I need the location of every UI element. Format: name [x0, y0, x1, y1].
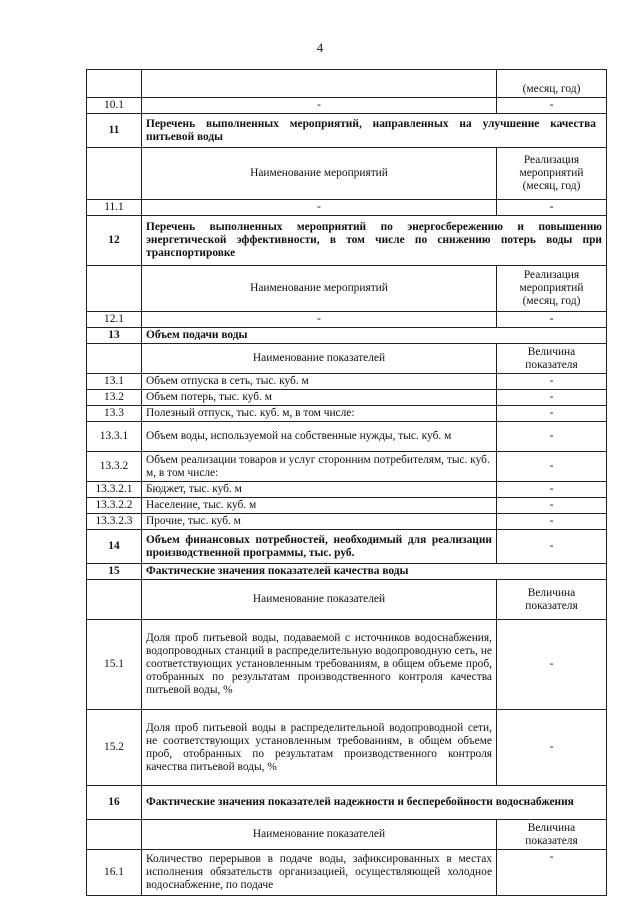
column-header-name: Наименование мероприятий — [142, 148, 497, 200]
table-row — [87, 312, 607, 328]
section-number: 14 — [87, 530, 142, 564]
name-cell: Количество перерывов в подаче воды, зафиксированных в местах исполнения обязательств организацией, осуществляющей холодное водоснабжение, по подаче — [142, 850, 497, 896]
value-cell: - — [497, 482, 607, 498]
name-cell: Население, тыс. куб. м — [142, 498, 497, 514]
header-row — [87, 344, 607, 374]
section-row — [87, 786, 607, 820]
table-row — [87, 422, 607, 452]
section-row — [87, 530, 607, 564]
name-cell: Объем воды, используемой на собственные нужды, тыс. куб. м — [142, 422, 497, 452]
section-number: 15 — [87, 564, 142, 580]
section-title: Фактические значения показателей надежности и бесперебойности водоснабжения — [142, 786, 607, 820]
value-cell: - — [497, 530, 607, 564]
table-row — [87, 452, 607, 482]
num-cell: 13.3 — [87, 406, 142, 422]
section-title: Объем финансовых потребностей, необходимый для реализации производственной программы, тыс. руб. — [142, 530, 497, 564]
name-cell: Полезный отпуск, тыс. куб. м, в том числе: — [142, 406, 497, 422]
name-cell: Объем отпуска в сеть, тыс. куб. м — [142, 374, 497, 390]
section-number: 16 — [87, 786, 142, 820]
num-cell: 13.3.2.2 — [87, 498, 142, 514]
num-cell: 13.3.2 — [87, 452, 142, 482]
name-cell: - — [142, 98, 497, 114]
name-cell: - — [142, 200, 497, 216]
num-cell — [87, 266, 142, 312]
section-title: Фактические значения показателей качества воды — [142, 564, 607, 580]
value-cell: - — [497, 200, 607, 216]
column-header-name: Наименование показателей — [142, 344, 497, 374]
column-header-value: Величина показателя — [497, 580, 607, 620]
num-cell: 13.3.2.1 — [87, 482, 142, 498]
column-header-name: Наименование мероприятий — [142, 266, 497, 312]
header-row — [87, 148, 607, 200]
value-cell: - — [497, 850, 607, 896]
num-cell — [87, 580, 142, 620]
column-header-value: Реализация мероприятий (месяц, год) — [497, 266, 607, 312]
value-cell: - — [497, 498, 607, 514]
value-cell: - — [497, 374, 607, 390]
section-title: Перечень выполненных мероприятий, направленных на улучшение качества питьевой воды — [142, 114, 607, 148]
name-cell: Объем реализации товаров и услуг сторонним потребителям, тыс. куб. м, в том числе: — [142, 452, 497, 482]
value-cell: - — [497, 98, 607, 114]
section-title: Перечень выполненных мероприятий по энергосбережению и повышению энергетической эффективности, в том числе по снижению потерь воды при транспортировке — [142, 216, 607, 266]
value-cell: - — [497, 514, 607, 530]
table-row — [87, 406, 607, 422]
table-row — [87, 98, 607, 114]
table-row — [87, 390, 607, 406]
page-number: 4 — [316, 40, 324, 55]
table-row — [87, 498, 607, 514]
unit-cell: (месяц, год) — [497, 70, 607, 98]
section-number: 11 — [87, 114, 142, 148]
column-header-name: Наименование показателей — [142, 580, 497, 620]
table-row — [87, 514, 607, 530]
column-header-value: Реализация мероприятий (месяц, год) — [497, 148, 607, 200]
num-cell — [87, 70, 142, 98]
section-row — [87, 114, 607, 148]
section-row — [87, 328, 607, 344]
column-header-value: Величина показателя — [497, 820, 607, 850]
header-row — [87, 580, 607, 620]
table-row — [87, 374, 607, 390]
name-cell: - — [142, 312, 497, 328]
value-cell: - — [497, 406, 607, 422]
num-cell — [87, 148, 142, 200]
num-cell — [87, 820, 142, 850]
num-cell: 12.1 — [87, 312, 142, 328]
num-cell — [87, 344, 142, 374]
section-number: 13 — [87, 328, 142, 344]
name-cell: Доля проб питьевой воды, подаваемой с источников водоснабжения, водопроводных станций в распределительную водопроводную сеть, не соответствующих установленным требованиям, в общем объеме проб, отобранных по результатам производственного контроля качества питьевой воды, % — [142, 620, 497, 710]
table-row — [87, 482, 607, 498]
num-cell: 13.1 — [87, 374, 142, 390]
table-row — [87, 70, 607, 98]
table-row — [87, 200, 607, 216]
num-cell: 16.1 — [87, 850, 142, 896]
name-cell: Объем потерь, тыс. куб. м — [142, 390, 497, 406]
value-cell: - — [497, 710, 607, 786]
column-header-name: Наименование показателей — [142, 820, 497, 850]
value-cell: - — [497, 312, 607, 328]
section-number: 12 — [87, 216, 142, 266]
header-row — [87, 820, 607, 850]
num-cell: 11.1 — [87, 200, 142, 216]
num-cell: 10.1 — [87, 98, 142, 114]
name-cell — [142, 70, 497, 98]
header-row — [87, 266, 607, 312]
table-row — [87, 620, 607, 710]
value-cell: - — [497, 620, 607, 710]
table-row — [87, 850, 607, 896]
num-cell: 13.3.2.3 — [87, 514, 142, 530]
name-cell: Бюджет, тыс. куб. м — [142, 482, 497, 498]
name-cell: Доля проб питьевой воды в распределительной водопроводной сети, не соответствующих установленным требованиям, в общем объеме проб, отобранных по результатам производственного контроля качества питьевой воды, % — [142, 710, 497, 786]
num-cell: 15.1 — [87, 620, 142, 710]
num-cell: 15.2 — [87, 710, 142, 786]
section-row — [87, 216, 607, 266]
report-table — [86, 69, 607, 896]
name-cell: Прочие, тыс. куб. м — [142, 514, 497, 530]
table-row — [87, 710, 607, 786]
num-cell: 13.3.1 — [87, 422, 142, 452]
column-header-value: Величина показателя — [497, 344, 607, 374]
value-cell: - — [497, 390, 607, 406]
section-row — [87, 564, 607, 580]
value-cell: - — [497, 422, 607, 452]
num-cell: 13.2 — [87, 390, 142, 406]
value-cell: - — [497, 452, 607, 482]
section-title: Объем подачи воды — [142, 328, 607, 344]
